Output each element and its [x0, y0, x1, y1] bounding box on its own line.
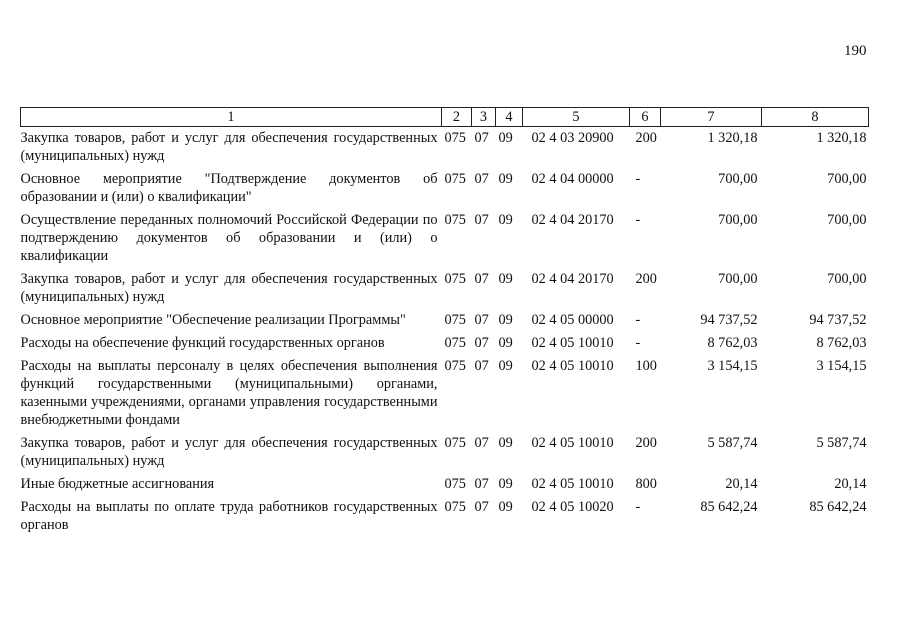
row-name: Иные бюджетные ассигнования [20, 476, 215, 492]
row-amount-col8: 5 587,74 [816, 435, 867, 451]
row-name: Закупка товаров, работ и услуг для обеспечения государственных (муниципальных) нужд [20, 130, 438, 164]
row-section-code: 07 [474, 435, 489, 451]
row-expense-type: - [635, 171, 641, 187]
row-target-article: 02 4 05 10020 [531, 499, 614, 515]
row-name: Основное мероприятие "Обеспечение реализации Программы" [20, 312, 406, 328]
row-subsection-code: 09 [498, 271, 513, 287]
row-ministry-code: 075 [444, 358, 466, 374]
row-subsection-code: 09 [498, 335, 513, 351]
row-amount-col8: 1 320,18 [816, 130, 867, 146]
row-name: Основное мероприятие "Подтверждение документов об образовании и (или) о квалификации" [20, 171, 438, 205]
table-row [21, 168, 869, 209]
row-amount-col7: 1 320,18 [707, 130, 758, 146]
row-name: Расходы на выплаты по оплате труда работников государственных органов [20, 499, 438, 533]
row-amount-col7: 5 587,74 [707, 435, 758, 451]
table-header [21, 108, 869, 127]
table-row [21, 332, 869, 355]
row-expense-type: - [635, 212, 641, 228]
row-amount-col8: 94 737,52 [809, 312, 867, 328]
row-amount-col7: 700,00 [718, 271, 758, 287]
row-amount-col8: 700,00 [827, 271, 867, 287]
table-row [21, 496, 869, 537]
row-ministry-code: 075 [444, 271, 466, 287]
row-expense-type: 800 [635, 476, 657, 492]
row-expense-type: 200 [635, 130, 657, 146]
row-amount-col8: 700,00 [827, 212, 867, 228]
header-col-2: 2 [442, 108, 472, 127]
table-row [21, 127, 869, 169]
row-amount-col8: 20,14 [834, 476, 867, 492]
row-name: Осуществление переданных полномочий Российской Федерации по подтверждению документов об образовании и (или) о квалификации [20, 212, 438, 264]
row-section-code: 07 [474, 130, 489, 146]
row-target-article: 02 4 05 10010 [531, 335, 614, 351]
row-expense-type: 200 [635, 435, 657, 451]
row-target-article: 02 4 03 20900 [531, 130, 614, 146]
row-name: Расходы на обеспечение функций государственных органов [20, 335, 385, 351]
row-amount-col7: 85 642,24 [700, 499, 758, 515]
header-col-5: 5 [523, 108, 630, 127]
row-subsection-code: 09 [498, 476, 513, 492]
row-target-article: 02 4 04 20170 [531, 212, 614, 228]
budget-table [20, 107, 869, 537]
table-row [21, 268, 869, 309]
row-amount-col8: 700,00 [827, 171, 867, 187]
header-col-7: 7 [661, 108, 762, 127]
header-row [21, 108, 869, 127]
row-subsection-code: 09 [498, 312, 513, 328]
table-row [21, 432, 869, 473]
row-amount-col8: 3 154,15 [816, 358, 867, 374]
row-amount-col8: 85 642,24 [809, 499, 867, 515]
row-target-article: 02 4 04 20170 [531, 271, 614, 287]
row-subsection-code: 09 [498, 212, 513, 228]
row-section-code: 07 [474, 476, 489, 492]
row-target-article: 02 4 05 10010 [531, 358, 614, 374]
row-section-code: 07 [474, 312, 489, 328]
table-row [21, 309, 869, 332]
row-subsection-code: 09 [498, 171, 513, 187]
row-section-code: 07 [474, 212, 489, 228]
row-subsection-code: 09 [498, 435, 513, 451]
row-ministry-code: 075 [444, 130, 466, 146]
row-amount-col7: 8 762,03 [707, 335, 758, 351]
row-section-code: 07 [474, 271, 489, 287]
row-expense-type: - [635, 335, 641, 351]
row-ministry-code: 075 [444, 499, 466, 515]
page-number: 190 [844, 43, 867, 59]
table-body [21, 127, 869, 538]
row-section-code: 07 [474, 335, 489, 351]
row-name: Закупка товаров, работ и услуг для обеспечения государственных (муниципальных) нужд [20, 271, 438, 305]
row-amount-col7: 700,00 [718, 212, 758, 228]
row-amount-col7: 3 154,15 [707, 358, 758, 374]
row-section-code: 07 [474, 171, 489, 187]
row-amount-col7: 20,14 [725, 476, 758, 492]
row-ministry-code: 075 [444, 335, 466, 351]
row-subsection-code: 09 [498, 130, 513, 146]
row-target-article: 02 4 05 10010 [531, 435, 614, 451]
row-amount-col7: 700,00 [718, 171, 758, 187]
row-section-code: 07 [474, 499, 489, 515]
table-row [21, 209, 869, 268]
header-col-8: 8 [762, 108, 869, 127]
row-expense-type: - [635, 499, 641, 515]
row-expense-type: 100 [635, 358, 657, 374]
row-ministry-code: 075 [444, 212, 466, 228]
row-target-article: 02 4 04 00000 [531, 171, 614, 187]
row-target-article: 02 4 05 10010 [531, 476, 614, 492]
row-expense-type: - [635, 312, 641, 328]
row-section-code: 07 [474, 358, 489, 374]
row-ministry-code: 075 [444, 171, 466, 187]
row-amount-col7: 94 737,52 [700, 312, 758, 328]
row-expense-type: 200 [635, 271, 657, 287]
row-ministry-code: 075 [444, 435, 466, 451]
table-row [21, 473, 869, 496]
header-col-3: 3 [472, 108, 496, 127]
row-subsection-code: 09 [498, 499, 513, 515]
row-target-article: 02 4 05 00000 [531, 312, 614, 328]
table-row [21, 355, 869, 432]
header-col-6: 6 [630, 108, 661, 127]
row-ministry-code: 075 [444, 312, 466, 328]
row-subsection-code: 09 [498, 358, 513, 374]
row-amount-col8: 8 762,03 [816, 335, 867, 351]
row-name: Расходы на выплаты персоналу в целях обеспечения выполнения функций государственными (муниципальными) органами, казенными учреждениями, органами управления государственными внебюджетными фондами [20, 358, 438, 428]
row-ministry-code: 075 [444, 476, 466, 492]
header-col-4: 4 [496, 108, 523, 127]
row-name: Закупка товаров, работ и услуг для обеспечения государственных (муниципальных) нужд [20, 435, 438, 469]
header-col-1: 1 [21, 108, 442, 127]
